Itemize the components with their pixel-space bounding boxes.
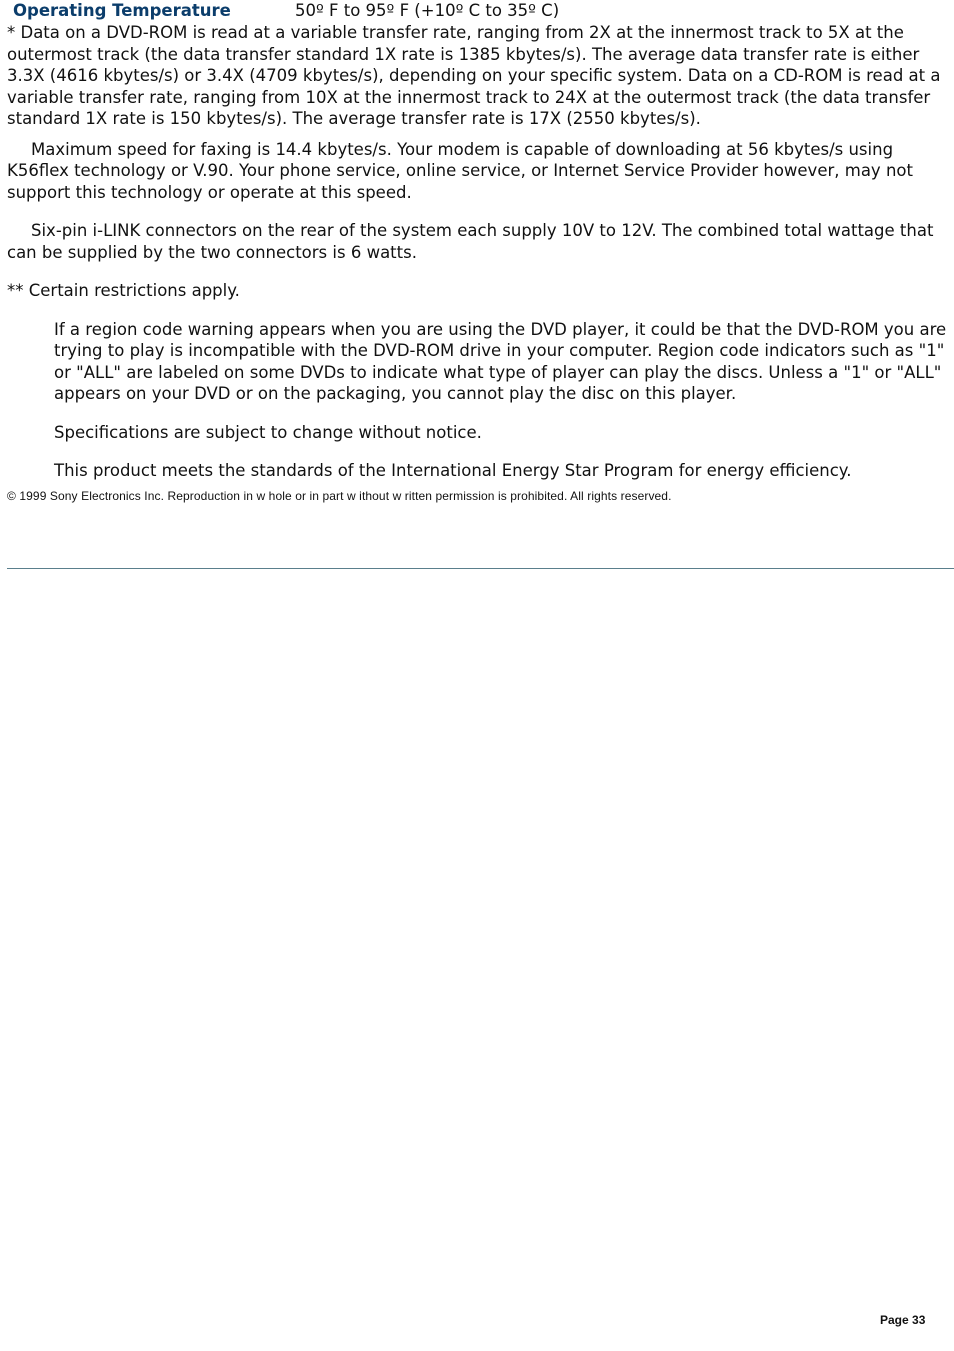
specs-change-note: Specifications are subject to change without notice.	[54, 422, 482, 442]
ilink-power-note: Six-pin i-LINK connectors on the rear of the system each supply 10V to 12V. The combined total wattage that can be supplied by the two connectors is 6 watts.	[7, 221, 934, 262]
page-number: Page 33	[880, 1313, 926, 1327]
copyright-notice: © 1999 Sony Electronics Inc. Reproduction in w hole or in part w ithout w ritten permission is prohibited. All rights reserved.	[7, 488, 672, 503]
restrictions-note: ** Certain restrictions apply.	[7, 281, 240, 300]
operating-temperature-row	[7, 0, 949, 22]
dvd-rom-transfer-note: * Data on a DVD-ROM is read at a variable transfer rate, ranging from 2X at the innermost track to 5X at the outermost track (the data transfer standard 1X rate is 1385 kbytes/s). The average data transfer rate is either 3.3X (4616 kbytes/s) or 3.4X (4709 kbytes/s), depending on your specific system. Data on a CD-ROM is read at a variable transfer rate, ranging from 10X at the innermost track to 24X at the outermost track (the data transfer standard 1X rate is 150 kbytes/s). The average transfer rate is 17X (2550 kbytes/s).	[7, 23, 941, 128]
region-code-note: If a region code warning appears when you are using the DVD player, it could be that the DVD-ROM you are trying to play is incompatible with the DVD-ROM drive in your computer. Region code indicators such as "1" or "ALL" are labeled on some DVDs to indicate what type of player can play the discs. Unless a "1" or "ALL" appears on your DVD or on the packaging, you cannot play the disc on this player.	[54, 319, 947, 403]
modem-speed-note: Maximum speed for faxing is 14.4 kbytes/s. Your modem is capable of downloading at 56 kbytes/s using K56flex technology or V.90. Your phone service, online service, or Internet Service Provider however, may not support this technology or operate at this speed.	[7, 139, 913, 202]
energy-star-note: This product meets the standards of the International Energy Star Program for energy efficiency.	[54, 461, 852, 480]
document-page	[7, 0, 949, 504]
footer-divider	[7, 568, 954, 569]
spec-label: Operating Temperature	[13, 1, 231, 20]
spec-value: 50º F to 95º F (+10º C to 35º C)	[295, 1, 560, 20]
